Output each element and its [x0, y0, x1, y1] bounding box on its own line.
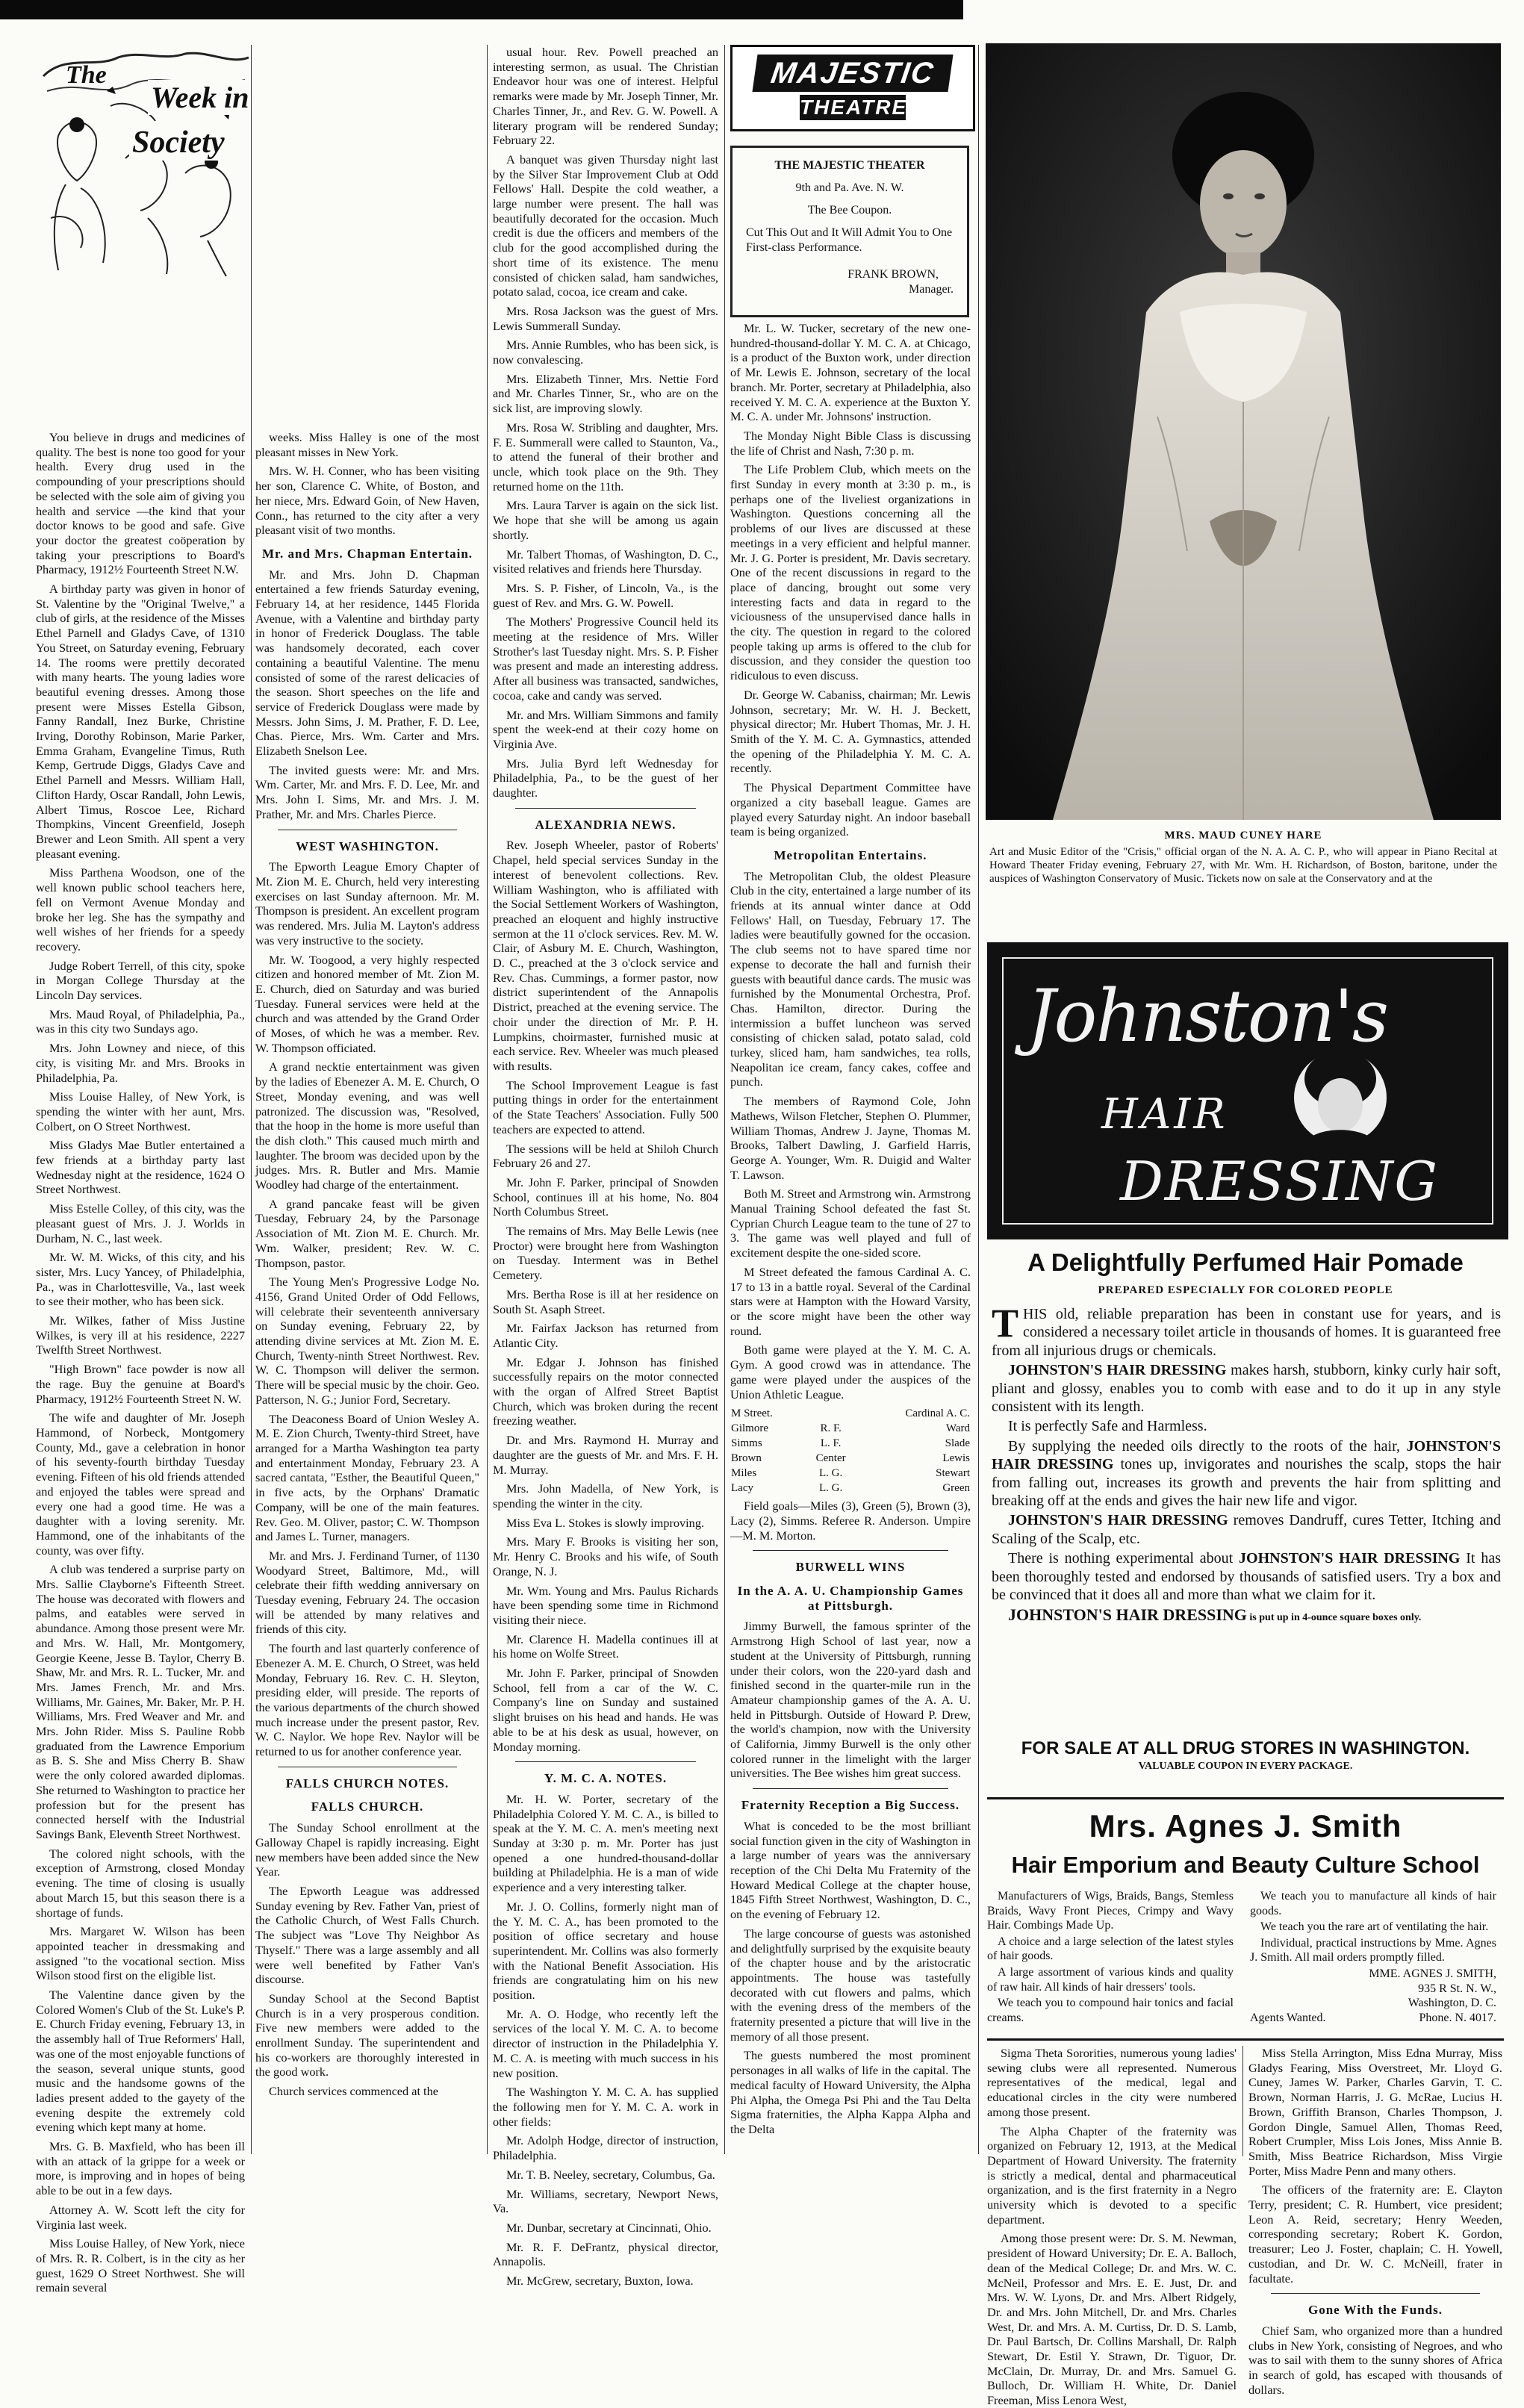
column-fraternity-officers — [1248, 2046, 1502, 2397]
smith-contact-item: Agents Wanted. — [1250, 2011, 1326, 2024]
johnstons-logo-box — [987, 942, 1508, 1239]
alexandria-paragraph: The sessions will be held at Shiloh Church February 26 and 27. — [493, 1141, 718, 1171]
column-west-washington — [255, 430, 479, 2155]
heading-alexandria-news: ALEXANDRIA NEWS. — [535, 817, 677, 832]
section-rule — [753, 1550, 948, 1551]
box-score-cell: Lacy — [731, 1482, 753, 1495]
alexandria-paragraph: Dr. and Mrs. Raymond H. Murray and daughter are the guests of Mr. and Mrs. F. H. M. Murray. — [493, 1433, 718, 1477]
johnstons-logo-hair: HAIR — [1101, 1090, 1228, 1139]
society-paragraph: Attorney A. W. Scott left the city for Virginia last week. — [36, 2202, 245, 2232]
alexandria-paragraph: Rev. Joseph Wheeler, pastor of Roberts' Chapel, held special services Sunday in the interest of benevolent collections. Rev. William Washington, who is affiliated with the Social Settlement Workers of Washington, preached an eloquent and highly instructive sermon at the 11 o'clock services. Rev. M. W. Clair, of Asbury M. E. Church, Washington, D. C., preached at the 3 o'clock service and Rev. Chas. Cummings, a former pastor, now district superintendent of the Annapolis District, preached at the evening service. The choir under the direction of Mr. P. H. Lumpkins, choirmaster, furnished music at each service. Rev. Wheeler was much pleased with results. — [493, 838, 718, 1073]
west-washington-paragraph: Mr. and Mrs. J. Ferdinand Turner, of 1130 Woodyard Street, Baltimore, Md., will celebrate their fifth wedding anniversary on Tuesday evening, February 24. The occasion will be attended by many relatives and friends of this city. — [255, 1548, 479, 1637]
heading-gone-with-funds: Gone With the Funds. — [1308, 2303, 1443, 2318]
society-paragraph: Mrs. John Lowney and niece, of this city, is visiting Mr. and Mrs. Brooks in Philadelphia, Pa. — [36, 1041, 245, 1085]
alexandria-paragraph: Mr. Fairfax Jackson has returned from Atlantic City. — [493, 1321, 718, 1350]
majestic-logo-line1: MAJESTIC — [752, 55, 953, 92]
alexandria-paragraph: Mr. Edgar J. Johnson has finished successfully repairs on the motor connected with the organ of Alfred Street Baptist Church, which was broken during the recent freezing weather. — [493, 1354, 718, 1428]
ymca-paragraph: Mr. Adolph Hodge, director of instruction, Philadelphia. — [493, 2133, 718, 2163]
majestic-theatre-logo — [730, 45, 975, 131]
alexandria-paragraph: Mr. John F. Parker, principal of Snowden School, continues ill at his home, No. 804 North Columbus Street. — [493, 1175, 718, 1219]
column-society-notes — [36, 430, 245, 2295]
alexandria-paragraph: Miss Eva L. Stokes is slowly improving. — [506, 1515, 705, 1530]
west-washington-paragraph: The fourth and last quarterly conference of Ebenezer A. M. E. Church, O Street, was held Monday, February 16. Rev. C. H. Sleyton, presiding elder, will preside. The reports of the various departments of the church showed much increase under the present pastor, Rev. W. C. Naylor. We hope Rev. Naylor will be returned to us for another conference year. — [255, 1641, 479, 1759]
box-score-note: Field goals—Miles (3), Green (5), Brown (3), Lacy (2), Simms. Referee R. Anderson. Umpire—M. M. Morton. — [730, 1499, 971, 1543]
metropolitan-paragraph: Both game were played at the Y. M. C. A. Gym. A good crowd was in attendance. The game were played under the auspices of the Union Athletic League. — [730, 1343, 971, 1401]
society-paragraph: Mrs. Maud Royal, of Philadelphia, Pa., was in this city two Sundays ago. — [36, 1007, 245, 1036]
fraternity-guest-paragraph: Sigma Theta Sororities, numerous young ladies' sewing clubs were all represented. Numerous representatives of the medical, legal and educational circles in the city were numbered among those present. — [987, 2046, 1237, 2119]
falls-church-paragraph: Mrs. Julia Byrd left Wednesday for Philadelphia, Pa., to be the guest of her daughter. — [493, 756, 718, 800]
falls-church-paragraph: Church services commenced at the — [269, 2084, 438, 2099]
box-score-cell: L. G. — [819, 1467, 843, 1480]
johnstons-p4a: By supplying the needed oils directly to the roots of the hair, — [1008, 1437, 1407, 1455]
caption-name: MRS. MAUD CUNEY HARE — [1164, 830, 1322, 841]
ymca-paragraph: The Washington Y. M. C. A. has supplied the following men for Y. M. C. A. work in other fields: — [493, 2085, 718, 2129]
box-score-cell: Gilmore — [731, 1422, 768, 1435]
ymca-paragraph: Dr. George W. Cabaniss, chairman; Mr. Lewis Johnson, secretary; Mr. W. H. J. Beckett, physical director; Mr. Hubert Thomas, Mr. J. H. Smith of the Y. M. C. A. Gymnastics, attended the opening of the Philadelphia Y. M. C. A. recently. — [730, 687, 971, 776]
section-rule — [515, 1761, 696, 1762]
falls-church-paragraph: Sunday School at the Second Baptist Church is in a very prosperous condition. Five new members were added to the enrollment Sunday. The superintendent and his co-workers are thoroughly interested in the good work. — [255, 1991, 479, 2079]
ymca-paragraph: Mr. R. F. DeFrantz, physical director, Annapolis. — [493, 2239, 718, 2269]
johnstons-body — [992, 1301, 1501, 1628]
west-washington-paragraph: The Epworth League Emory Chapter of Mt. Zion M. E. Church, held very interesting exercises on last Sunday afternoon. Mr. M. Thompson is president. An excellent program was rendered. Mrs. Julia M. Layton's address was very instructive to the society. — [255, 859, 479, 948]
coupon-text: Cut This Out and It Will Admit You to One First-class Performance. — [746, 226, 953, 254]
society-paragraph: A birthday party was given in honor of St. Valentine by the "Original Twelve," a club of girls, at the residence of the Misses Ethel Parnell and Gladys Cave, of 1310 You Street, on Saturday evening, February 14. The rooms were prettily decorated with many hearts. The young ladies wore beautiful evening dresses. Among those present were Misses Estella Gibson, Fanny Randall, Inez Burke, Christine Irving, Dorothy Robinson, Marie Parker, Emma Graham, Evangeline Timus, Ruth Kemp, Gertrude Diggs, Gladys Cave and Ethel Parnell and Messrs. William Hall, Clifton Hardy, Oscar Randall, John Lewis, Albert Timus, Roscoe Lee, Richard Thompkins, Vincent Greenfield, Joseph Brewer and Leon Smith. All spent a very pleasant evening. — [36, 582, 245, 861]
society-paragraph: Judge Robert Terrell, of this city, spoke in Morgan College Thursday at the Lincoln Day services. — [36, 958, 245, 1003]
falls-church-paragraph: Mrs. Elizabeth Tinner, Mrs. Nettie Ford and Mr. Charles Tinner, Sr., who are on the sick list, are improving slowly. — [493, 371, 718, 416]
west-washington-paragraph: The Young Men's Progressive Lodge No. 4156, Grand United Order of Odd Fellows, will celebrate their seventeenth anniversary on Sunday evening, February 22, by attending divine services at Mt. Zion M. E. Church, Twenty-ninth Street Northwest. Rev. W. C. Thompson will deliver the sermon. There will be special music by the choir. Geo. Patterson, N. G.; Junior Ford, Secretary. — [255, 1275, 479, 1407]
smith-left-paragraph: Manufacturers of Wigs, Braids, Bangs, Stemless Braids, Wavy Front Pieces, Crimpy and Wavy Hair. Combings Made Up. — [987, 1890, 1234, 1932]
box-score-row — [730, 1466, 971, 1481]
alexandria-paragraph: Mrs. John Madella, of New York, is spending the winter in the city. — [493, 1481, 718, 1511]
box-score-cell: Simms — [731, 1437, 762, 1450]
johnstons-p7: is put up in 4-ounce square boxes only. — [1246, 1611, 1422, 1623]
coupon-address: 9th and Pa. Ave. N. W. — [795, 181, 904, 194]
johnstons-bottom-rule — [987, 1797, 1504, 1799]
box-score-header-cell: Cardinal A. C. — [905, 1407, 970, 1420]
smith-right-paragraph: We teach you the rare art of ventilating the hair. — [1260, 1920, 1489, 1934]
smith-right-column — [1250, 1889, 1496, 2025]
heading-west-washington: WEST WASHINGTON. — [296, 839, 439, 853]
falls-church-paragraph: The Mothers' Progressive Council held its meeting at the residence of Mrs. Willer Strother's last Tuesday night. Mrs. S. P. Fisher was present and made an interesting address. After all business was transacted, sandwiches, cocoa, cake and candy was served. — [493, 615, 718, 703]
society-paragraph: Miss Gladys Mae Butler entertained a few friends at a birthday party last Wednesday night at the residence, 1624 O Street Northwest. — [36, 1138, 245, 1197]
chapman-paragraph: The invited guests were: Mr. and Mrs. Wm. Carter, Mr. and Mrs. F. D. Lee, Mr. and Mrs. John I. Sims, Mr. and Mrs. J. M. Prather, Mr. and Mrs. Charles Pierce. — [255, 762, 479, 821]
smith-right-paragraph: We teach you to manufacture all kinds of hair goods. — [1250, 1890, 1496, 1917]
subheading-burwell: In the A. A. U. Championship Games at Pittsburgh. — [737, 1584, 964, 1613]
society-paragraph: "High Brown" face powder is now all the rage. Buy the genuine at Board's Pharmacy, 1912½ Fourteenth Street N. W. — [36, 1362, 245, 1406]
ymca-paragraph: Mr. T. B. Neeley, secretary, Columbus, Ga. — [506, 2167, 715, 2182]
ymca-paragraph: The Life Problem Club, which meets on the first Sunday in every month at 3:30 p. m., is perhaps one of the liveliest organizations in Washington. Questions concerning all the problems of our lives are discussed at these meetings in a very efficient and helpful manner. Mr. J. G. Porter is president, Mr. Davis secretary. One of the recent discussions in regard to the place of dancing, brought out some very interesting facts and data in regard to the viciousness of the unsupervised dance halls in the city. The question in regard to the colored people taking up arms is offered to the club for discussion, and they consider the question too ridiculous to even discuss. — [730, 462, 971, 683]
week-in-society-masthead — [36, 46, 252, 278]
portrait-woman-figure — [986, 43, 1501, 820]
alexandria-paragraph: The School Improvement League is fast putting things in order for the entertainment of the State Teachers' Association. Fully 500 teachers are expected to attend. — [493, 1077, 718, 1136]
alexandria-paragraph: Mr. Clarence H. Madella continues ill at his home on Wolfe Street. — [493, 1631, 718, 1661]
johnstons-p4b: tones up, invigorates and nourishes the scalp, stops the hair from falling out, increases its growth and prevents the hair from splitting and breaking off at the ends and gives the hair new life and vigor. — [992, 1456, 1501, 1510]
smith-signature-line: 935 R St. N. W., — [1418, 1982, 1496, 1995]
alexandria-paragraph: Mr. Wm. Young and Mrs. Paulus Richards have been spending some time in Richmond visiting their niece. — [493, 1583, 718, 1627]
society-paragraph: Miss Louise Halley, of New York, is spending the winter with her aunt, Mrs. Colbert, on O Street Northwest. — [36, 1089, 245, 1133]
falls-church-paragraph: Mrs. S. P. Fisher, of Lincoln, Va., is the guest of Rev. and Mrs. G. W. Powell. — [493, 580, 718, 610]
society-paragraph: Mrs. W. H. Conner, who has been visiting her son, Clarence C. White, of Boston, and her niece, Mrs. Edward Goin, of New Haven, Conn., has returned to the city after a very pleasant visit of two months. — [255, 464, 479, 538]
johnstons-logo-dressing: DRESSING — [1120, 1150, 1439, 1213]
ymca-paragraph: Mr. A. O. Hodge, who recently left the services of the local Y. M. C. A. to become director of instruction in the Philadelphia Y. M. C. A. is meeting with much success in his new position. — [493, 2006, 718, 2080]
box-score-cell: Green — [942, 1482, 970, 1495]
majestic-logo-line2: THEATRE — [800, 96, 908, 119]
ymca-paragraph: Mr. McGrew, secretary, Buxton, Iowa. — [506, 2274, 694, 2289]
johnstons-p5: removes Dandruff, cures Tetter, Itching and Scaling of the Scalp, etc. — [992, 1512, 1501, 1547]
box-score-row — [730, 1451, 971, 1466]
fraternity-officer-paragraph: The officers of the fraternity are: E. Clayton Terry, president; C. R. Humbert, vice president; Leon A. Reid, secretary; Henry Weeden, corresponding secretary; Robert K. Gordon, treasurer; Leo J. Foster, chaplain; C. H. Yowell, custodian, and Dr. W. C. McNeill, frater in facultate. — [1248, 2183, 1502, 2286]
west-washington-paragraph: The Deaconess Board of Union Wesley A. M. E. Zion Church, Twenty-third Street, have arranged for a Martha Washington tea party and entertainment Monday, February 23. A sacred cantata, "Esther, the Beautiful Queen," in five acts, by the Orphans' Dramatic Company, will be one of the main features. Rev. Geo. M. Oliver, pastor; C. W. Thompson and James L. Turner, managers. — [255, 1411, 479, 1544]
portrait-caption — [989, 829, 1497, 886]
coupon-signature: FRANK BROWN, — [847, 268, 939, 281]
smith-signature-line: MME. AGNES J. SMITH, — [1369, 1967, 1496, 1980]
johnstons-p6a: There is nothing experimental about — [1008, 1550, 1240, 1567]
alexandria-paragraph: Mr. John F. Parker, principal of Snowden School, fell from a car of the W. C. Company's line on Sunday and sustained slight bruises on his head and hands. He was able to be at his desk as usual, however, on Monday morning. — [493, 1666, 718, 1754]
box-score-cell: Center — [815, 1452, 846, 1465]
fraternity-guest-paragraph: The Alpha Chapter of the fraternity was organized on February 12, 1913, at the Medical Department of Howard University. The fraternity is strictly a medical, dental and pharmaceutical organization, and is the first fraternity in a Negro university which is devoted to a specific department. — [987, 2124, 1237, 2227]
ymca-paragraph: Mr. H. W. Porter, secretary of the Philadelphia Colored Y. M. C. A., is billed to speak at the Y. M. C. A. men's meeting next Sunday at 3:30 p. m. Mr. Porter has just opened a one hundred-thousand-dollar building at Philadelphia. He is a man of wide experience and a very interesting talker. — [493, 1791, 718, 1895]
basketball-box-score — [730, 1406, 971, 1496]
box-score-cell: Miles — [731, 1467, 757, 1480]
falls-church-paragraph: Mrs. Rosa W. Stribling and daughter, Mrs. F. E. Summerall were called to Staunton, Va., to attend the funeral of their brother and uncle, which took place on the 9th. They returned home on the 11th. — [493, 420, 718, 494]
box-score-cell: Stewart — [936, 1467, 970, 1480]
johnstons-hair-dressing-ad — [987, 942, 1504, 1805]
falls-church-paragraph: Mrs. Rosa Jackson was the guest of Mrs. Lewis Summerall Sunday. — [493, 303, 718, 333]
falls-church-paragraph: Mrs. Laura Tarver is again on the sick list. We hope that she will be among us again shortly. — [493, 498, 718, 542]
metropolitan-paragraph: Both M. Street and Armstrong win. Armstrong Manual Training School defeated the fast St. Cyprian Church League team to the tune of 27 to 3. The game was well played and full of excitement despite the one-sided score. — [730, 1186, 971, 1260]
smith-right-paragraph: Individual, practical instructions by Mme. Agnes J. Smith. All mail orders promptly filled. — [1250, 1936, 1496, 1964]
fraternity-paragraph: The large concourse of guests was astonished and delightfully surprised by the exquisite beauty of the chapter house and by the aristocratic appointments. The house was tastefully decorated with cut flowers and palms, which with the evening dress of the members of the fraternity presented a picture that will live in the memory of all those present. — [730, 1926, 971, 2044]
masthead-the: The — [66, 61, 107, 89]
alexandria-paragraph: The remains of Mrs. May Belle Lewis (nee Proctor) were brought here from Washington on Tuesday. Interment was in Bethel Cemetery. — [493, 1224, 718, 1283]
society-paragraph: The Valentine dance given by the Colored Women's Club of the St. Luke's P. E. Church Friday evening, February 13, in the assembly hall of True Reformers' Hall, was one of the most enjoyable functions of the season, several unique stunts, good music and the handsome gowns of the ladies present added to the gayety of the evening despite the extremely cold evening which kept many at home. — [36, 1988, 245, 2135]
falls-church-paragraph: The Sunday School enrollment at the Galloway Chapel is rapidly increasing. Eight new members have been added since the New Year. — [255, 1820, 479, 1879]
coupon-signature-title: Manager. — [909, 283, 954, 296]
alexandria-paragraph: Mrs. Mary F. Brooks is visiting her son, Mr. Henry C. Brooks and his wife, of South Orange, N. J. — [493, 1534, 718, 1578]
johnstons-logo-script: Johnston's — [1027, 974, 1388, 1058]
falls-church-paragraph: usual hour. Rev. Powell preached an interesting sermon, as usual. The Christian Endeavor hour was one of interest. Helpful remarks were made by Mr. Joseph Tinner, Mr. Charles Tinner, Jr., and Rev. G. W. Powell. A literary program will be rendered Sunday; February 22. — [493, 45, 718, 148]
society-paragraph: Mrs. Margaret W. Wilson has been appointed teacher in dressmaking and assigned "to the vocational section. Miss Wilson stood first on the eligible list. — [36, 1924, 245, 1983]
section-rule — [515, 808, 696, 809]
johnstons-brand-2: JOHNSTON'S HAIR DRESSING — [992, 1437, 1501, 1473]
ymca-paragraph: The Physical Department Committee have organized a city baseball league. Games are played every Saturday night. An indoor baseball team is being organized. — [730, 780, 971, 839]
fraternity-guest-paragraph: Among those present were: Dr. S. M. Newman, president of Howard University; Dr. E. A. Balloch, dean of the Medical College; Dr. and Mrs. W. C. McNeil, Professor and Mrs. E. E. Just, Dr. and Mrs. W. W. Lyons, Dr. and Mrs. Albert Ridgely, Dr. and Mrs. John Mitchell, Dr. and Mrs. Charles West, Dr. and Mrs. A. M. Curtiss, Dr. D. S. Lamb, Dr. Paul Bartsch, Dr. Collins Marshall, Dr. Ralph Stewart, Dr. Estil Y. Strawn, Dr. Tiguor, Dr. McClain, Dr. Murray, Dr. and Mrs. Samuel G. Bulloch, Dr. William H. White, Dr. Daniel Freeman, Miss Lenora West, — [987, 2231, 1237, 2408]
johnstons-brand-4: JOHNSTON'S HAIR DRESSING — [1239, 1550, 1461, 1567]
column-divider-1 — [251, 45, 252, 2154]
section-rule — [753, 1788, 948, 1789]
society-paragraph: weeks. Miss Halley is one of the most pleasant misses in New York. — [255, 430, 479, 459]
west-washington-paragraph: A grand pancake feast will be given Tuesday, February 24, by the Parsonage Association of Mt. Zion M. E. Church. Mr. Wm. Walker, president; Rev. W. C. Thompson, pastor. — [255, 1196, 479, 1270]
bee-coupon[interactable] — [730, 146, 969, 317]
box-score-row — [730, 1481, 971, 1496]
society-paragraph: You believe in drugs and medicines of quality. The best is none too good for your health. Every drug used in the compounding of your prescriptions should be selected with the sole aim of giving you health and service —the kind that your doctor knows to be good and safe. Give your doctor the greatest coöperation by taking your prescriptions to Board's Pharmacy, 1912½ Fourteenth Street N.W. — [36, 430, 245, 577]
smith-left-column — [987, 1889, 1234, 2026]
box-score-row — [730, 1436, 971, 1451]
society-paragraph: A club was tendered a surprise party on Mrs. Sallie Clayborne's Fifteenth Street. The house was decorated with flowers and palms, and eatables were served in abundance. Among those present were Mr. and Mrs. W. Hall, Mr. Montgomery, Georgie Keene, Jesse B. Taylor, Cherry B. Shaw, Mr. and Mrs. R. L. Tucker, Mr. and Mrs. James French, Mr. and Mrs. Williams, Mr. Gaines, Mr. Baker, Mr. P. H. Williams, Mrs. Fred Weaver and Mr. and Mrs. John Rider. Miss S. Pauline Robb graduated from the Lawrence Emporium as B. S. She and Miss Cherry B. Shaw were the only colored awarded diplomas. She returned to Washington to practice her profession but for the present has connected herself with the Industrial Savings Bank, Eleventh Street Northwest. — [36, 1562, 245, 1841]
box-score-header-cell: M Street. — [731, 1407, 773, 1420]
column-divider-2 — [487, 45, 488, 2154]
box-score-cell: R. F. — [820, 1422, 842, 1435]
society-paragraph: The wife and daughter of Mr. Joseph Hammond, of Norbeck, Montgomery County, Md., gave a celebration in honor of his seventy-fourth birthday Tuesday evening. Fifteen of his old friends attended and enjoyed the tables were spread and every one had a good time. He was a daughter with a loving serenity. Mr. Hammond, one of the inhabitants of the county, was over fifty. — [36, 1410, 245, 1558]
metropolitan-paragraph: The Metropolitan Club, the oldest Pleasure Club in the city, entertained a large number of its friends at its annual winter dance at Odd Fellows' Hall, on Tuesday, February 17. The ladies were beautifully gowned for the occasion. The club seems not to have spared time nor expense to decorate the hall and furnish their guests with beautiful dance cards. The music was furnished by the Monumental Orchestra, Prof. Chas. Hamilton, director. During the intermission a buffet luncheon was served consisting of chicken salad, potato salad, cold turkey, sliced ham, ham sandwiches, tea rolls, Neapolitan ice cream, fancy cakes, coffee and punch. — [730, 868, 971, 1089]
box-score-cell: L. G. — [819, 1482, 843, 1495]
society-paragraph: Mr. W. M. Wicks, of this city, and his sister, Mrs. Lucy Yancey, of Philadelphia, Pa., was in Charlottesville, Va., last week to see their mother, who has been sick. — [36, 1250, 245, 1309]
society-paragraph: The colored night schools, with the exception of Armstrong, closed Monday evening. The time of closing is usually about March 15, but this season there is a shortage of funds. — [36, 1846, 245, 1920]
fraternity-paragraph: The guests numbered the most prominent personages in all walks of life in the capital. The medical faculty of Howard University, the Alpha Phi Alpha, the Omega Psi Phi and the Tau Delta Sigma fraternities, the Alpha Kappa Alpha and the Delta — [730, 2048, 971, 2136]
heading-falls-church: FALLS CHURCH. — [311, 1799, 424, 1814]
smith-contact-line — [1250, 2011, 1496, 2026]
smith-bottom-rule — [987, 2038, 1504, 2041]
johnstons-coupon-note: VALUABLE COUPON IN EVERY PACKAGE. — [1138, 1761, 1353, 1772]
johnstons-brand-3: JOHNSTON'S HAIR DRESSING — [1008, 1512, 1228, 1529]
heading-fraternity-reception: Fraternity Reception a Big Success. — [741, 1798, 960, 1813]
society-paragraph: Miss Louise Halley, of New York, niece of Mrs. R. R. Colbert, is in the city as her guest, 1629 O Street Northwest. She will remain several — [36, 2236, 245, 2295]
caption-text: Art and Music Editor of the "Crisis," official organ of the N. A. A. C. P., who will appear in Piano Recital at Howard Theater Friday evening, February 27, with Mr. Wm. H. Richardson, of Boston, baritone, under the auspices of Washington Conservatory of Music. Tickets now on sale at the Conservatory and at the — [989, 846, 1497, 885]
section-rule — [1271, 2293, 1480, 2294]
johnstons-p6b: It has been thoroughly tested and endorsed by thousands of satisfied users. Try a box and be convinced that it does all and more than what we claim for it. — [992, 1550, 1501, 1604]
masthead-society: Society — [129, 125, 228, 161]
heading-falls-church-notes: FALLS CHURCH NOTES. — [285, 1776, 450, 1791]
johnstons-brand-1: JOHNSTON'S HAIR DRESSING — [1008, 1362, 1227, 1379]
portrait-photo — [986, 43, 1501, 820]
ymca-paragraph: Mr. Williams, secretary, Newport News, Va. — [493, 2186, 718, 2216]
heading-metropolitan-entertains: Metropolitan Entertains. — [774, 847, 927, 862]
alexandria-paragraph: Mrs. Bertha Rose is ill at her residence on South St. Asaph Street. — [493, 1287, 718, 1316]
johnstons-subhead: PREPARED ESPECIALLY FOR COLORED PEOPLE — [1098, 1284, 1393, 1296]
burwell-paragraph: Jimmy Burwell, the famous sprinter of the Armstrong High School of last year, now a student at the University of Pittsburgh, running under their colors, won the 220-yard dash and finished second in the quarter-mile run in the Amateur championship games of the A. A. U. held in Pittsburgh. Outside of Howard P. Drew, the world's champion, now with the University of California, Jimmy Burwell is the only other colored runner in the limelight with the larger universities. The Bee wishes him great success. — [730, 1619, 971, 1781]
fraternity-officer-paragraph: Miss Stella Arrington, Miss Edna Murray, Miss Gladys Fearing, Miss Overstreet, Mr. Lloyd G. Cuney, James W. Parker, Charles Garvin, T. C. Brown, Norman Harris, J. G. McRae, Lucius H. Brown, Griffith Branson, Charles Thompson, J. Gordon Dingle, Samuel Allen, Thomas Reed, Robert Crumpler, Miss Lois Jones, Miss Annie B. Smith, Miss Beatrice Richardson, Miss Virgie Porter, Miss Madre Penn and many others. — [1248, 2046, 1502, 2178]
johnstons-brand-5: JOHNSTON'S HAIR DRESSING — [1008, 1605, 1247, 1624]
metropolitan-paragraph: The members of Raymond Cole, John Mathews, Wilson Fletcher, Stephen O. Plummer, William Thomas, Andrew J. Jayne, Thomas M. Brooks, Talbert Dawling, J. Garfield Harris, George A. Younger, Wm. R. Duigid and Walter T. Lawson. — [730, 1094, 971, 1182]
johnstons-drop-cap: T — [992, 1301, 1019, 1345]
ymca-paragraph: Mr. J. O. Collins, formerly night man of the Y. M. C. A., has been promoted to the position of office secretary and house superintendent. Mr. Collins was also formerly with the National Benefit Association. His friends are congratulating him on his new position. — [493, 1899, 718, 2003]
column-alexandria-news — [493, 45, 718, 2289]
west-washington-paragraph: A grand necktie entertainment was given by the ladies of Ebenezer A. M. E. Church, O Street, Monday evening, and was well patronized. The discussion was, "Resolved, that the hoop in the home is more useful than the dish cloth." This caused much mirth and laughter. The broom was decided upon by the judges. Mrs. R. Butler and Mrs. Mamie Woodley had charge of the entertainment. — [255, 1060, 479, 1192]
coupon-title: THE MAJESTIC THEATER — [774, 159, 925, 172]
agnes-smith-ad — [987, 1801, 1504, 2047]
ymca-paragraph: Mr. Dunbar, secretary at Cincinnati, Ohio. — [506, 2220, 712, 2235]
falls-church-paragraph: The Epworth League was addressed Sunday evening by Rev. Father Van, priest of the Catholic Church, of West Falls Church. The subject was "Love Thy Neighbor As Thyself." There was a large assembly and all were well benefited by Father Van's discourse. — [255, 1883, 479, 1987]
society-paragraph: Miss Estelle Colley, of this city, was the pleasant guest of Mrs. J. J. Worlds in Durham, N. C., last week. — [36, 1201, 245, 1245]
johnstons-for-sale: FOR SALE AT ALL DRUG STORES IN WASHINGTON. — [1021, 1738, 1470, 1758]
heading-chapman-entertain: Mr. and Mrs. Chapman Entertain. — [261, 546, 473, 561]
smith-signature-line: Washington, D. C. — [1408, 1997, 1496, 2010]
coupon-name: The Bee Coupon. — [807, 204, 892, 217]
johnstons-p2: makes harsh, stubborn, kinky curly hair soft, pliant and glossy, enables you to comb with ease and to do it up in any style consistent with its length. — [992, 1362, 1501, 1416]
ymca-paragraph: Mr. L. W. Tucker, secretary of the new one-hundred-thousand-dollar Y. M. C. A. at Chicago, is a product of the Buxton work, under direction of Mr. Lewis E. Johnson, secretary of the local branch. Mr. Porter, secretary at Philadelphia, also received Y. M. C. A. experience at the Buxton Y. M. C. A. under Mr. Johnsons' instruction. — [730, 321, 971, 424]
smith-left-paragraph: A large assortment of various kinds and quality of raw hair. All kinds of hair dressers' tools. — [987, 1965, 1234, 1994]
box-score-cell: Ward — [945, 1422, 970, 1435]
falls-church-paragraph: Mrs. Annie Rumbles, who has been sick, is now convalescing. — [493, 337, 718, 367]
column-divider-5 — [1242, 2046, 1243, 2156]
box-score-header-cell — [804, 1406, 858, 1421]
smith-left-paragraph: We teach you to compound hair tonics and facial creams. — [987, 1997, 1234, 2024]
top-black-bar — [0, 0, 963, 19]
metropolitan-paragraph: M Street defeated the famous Cardinal A. C. 17 to 13 in a battle royal. Several of the Cardinal stars were at Hampton with the Howard Varsity, or the score might have been the other way round. — [730, 1264, 971, 1338]
heading-burwell-wins: BURWELL WINS — [795, 1560, 906, 1575]
chapman-paragraph: Mr. and Mrs. John D. Chapman entertained a few friends Saturday evening, February 14, at her residence, 1445 Florida Avenue, with a Valentine and birthday party in honor of Frederick Douglass. The table was handsomely decorated, each cover containing a beautiful Valentine. The menu consisted of some of the rarest delicacies of the season. Short speeches on the life and service of Frederick Douglass were made by Messrs. John Sims, J. M. Prather, F. D. Lee, Chas. Pierce, Mrs. Wm. Carter and Mrs. Elizabeth Snelson Lee. — [255, 567, 479, 759]
falls-church-paragraph: A banquet was given Thursday night last by the Silver Star Improvement Club at Odd Fellows' Hall. Despite the cold weather, a large number were present. The hall was beautifully decorated for the occasion. Much credit is due the officers and members of the club for the good accomplished during the short time of its existence. The menu consisted of chicken salad, ham sandwiches, potato salad, cocoa, ice cream and cake. — [493, 152, 718, 299]
society-paragraph: Mrs. G. B. Maxfield, who has been ill with an attack of la grippe for a week or more, is improving and in hopes of being able to be out in a few days. — [36, 2139, 245, 2198]
society-paragraph: Mr. Wilkes, father of Miss Justine Wilkes, is very ill at his residence, 2227 Twelfth Street Northwest. — [36, 1313, 245, 1357]
column-fraternity-guests — [987, 2046, 1237, 2408]
gone-with-funds-paragraph: Chief Sam, who organized more than a hundred clubs in New York, consisting of Negroes, and who was to sail with them to the sunny shores of Africa in search of gold, has escaped with thousands of dollars. — [1248, 2323, 1502, 2397]
column-divider-3 — [724, 45, 725, 2154]
west-washington-paragraph: Mr. W. Toogood, a very highly respected citizen and honored member of Mt. Zion M. E. Church, died on Saturday and was buried Tuesday. Funeral services were held at the church and was attended by the Grand Order of Moses, of which he was a member. Rev. W. Thompson officiated. — [255, 952, 479, 1055]
box-score-cell: Slade — [945, 1437, 970, 1450]
box-score-row — [730, 1421, 971, 1436]
column-divider-4 — [978, 45, 979, 2154]
smith-name: Mrs. Agnes J. Smith — [1089, 1808, 1402, 1844]
column-ymca-fraternity — [730, 321, 971, 2154]
ymca-paragraph: The Monday Night Bible Class is discussing the life of Christ and Nash, 7:30 p. m. — [730, 428, 971, 458]
fraternity-paragraph: What is conceded to be the most brilliant social function given in the city of Washington in a large number of years was the anniversary reception of the Chi Delta Mu Fraternity of the Howard Medical College at the chapter house, 1845 Fifth Street Northwest, Washington, D. C., on the evening of February 12. — [730, 1818, 971, 1922]
johnstons-p3: It is perfectly Safe and Harmless. — [1008, 1418, 1207, 1435]
masthead-week-in: Week in — [148, 80, 252, 115]
society-paragraph: Miss Parthena Woodson, one of the well known public school teachers here, fell on Vermont Avenue Monday and broke her leg. She has the sympathy and well wishes of her friends for a speedy recovery. — [36, 865, 245, 953]
heading-ymca-notes: Y. M. C. A. NOTES. — [544, 1771, 668, 1786]
smith-contact-item: Phone. N. 4017. — [1419, 2011, 1496, 2024]
box-score-cell: L. F. — [820, 1437, 842, 1450]
box-score-cell: Brown — [731, 1452, 762, 1465]
johnstons-footer — [987, 1738, 1504, 1773]
smith-left-paragraph: A choice and a large selection of the latest styles of hair goods. — [987, 1935, 1234, 1963]
falls-church-paragraph: Mr. Talbert Thomas, of Washington, D. C., visited relatives and friends here Thursday. — [493, 547, 718, 576]
box-score-cell: Lewis — [942, 1452, 970, 1465]
smith-tagline: Hair Emporium and Beauty Culture School — [1011, 1852, 1480, 1878]
johnstons-headline: A Delightfully Perfumed Hair Pomade — [1027, 1248, 1464, 1276]
falls-church-paragraph: Mr. and Mrs. William Simmons and family spent the week-end at their cozy home on Virginia Ave. — [493, 707, 718, 751]
johnstons-p1: HIS old, reliable preparation has been in constant use for years, and is considered a necessary toilet article in thousands of homes. It is guaranteed free from all injurious drugs or chemicals. — [992, 1306, 1501, 1359]
